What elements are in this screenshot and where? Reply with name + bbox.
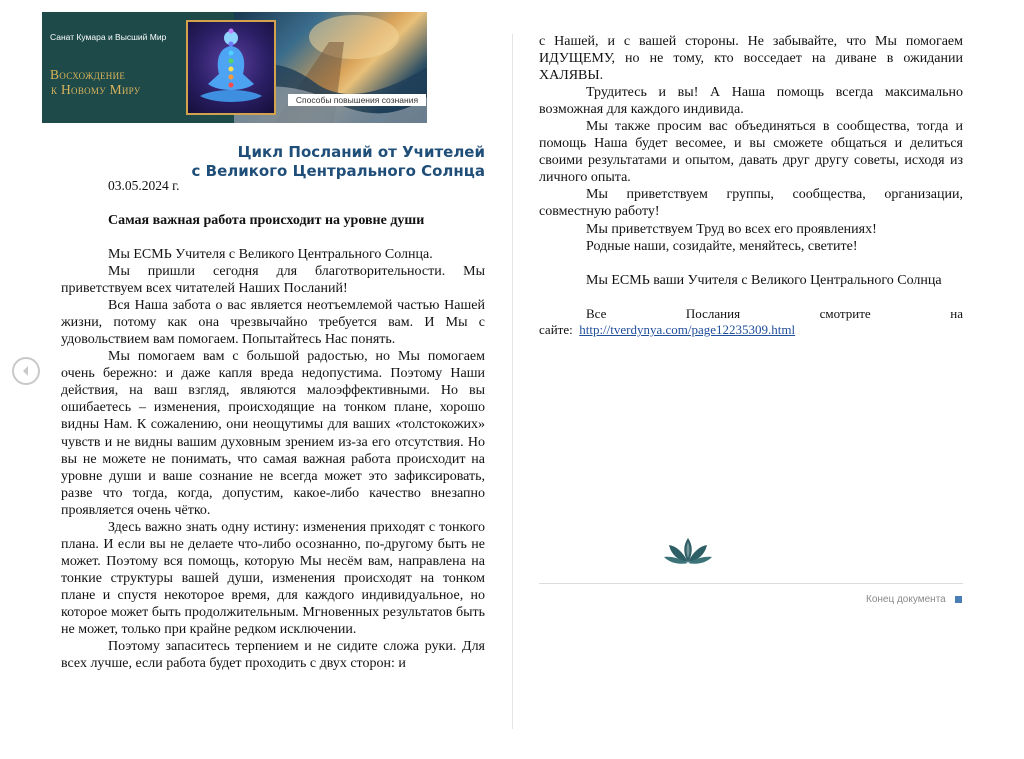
right-page-body bbox=[539, 33, 963, 339]
paragraph: с Нашей, и с вашей стороны. Не забывайте, что Мы помогаем ИДУЩЕМУ, но не тому, кто восседает на диване в ожидании ХАЛЯВЫ. bbox=[539, 34, 963, 84]
paragraph: Трудитесь и вы! А Наша помощь всегда максимально возможная для каждого индивида. bbox=[539, 85, 963, 118]
paragraph: Поэтому запаситесь терпением и не сидите сложа руки. Для всех лучше, если работа будет проходить с двух сторон: и bbox=[61, 639, 485, 672]
site-word: Все bbox=[586, 305, 607, 321]
paragraph: Здесь важно знать одну истину: изменения приходят с тонкого плана. И если вы не делаете что-либо осознанно, по-другому быть не может. Поэтому вся помощь, которую Мы несём вам, направлена на тонкие структуры вашей души, изменения происходят на тонком плане и спустя некоторое время, для каждого индивидуальное, но которое может быть продолжительным. Мгновенных результатов быть не может, только при крайне редком исключении. bbox=[61, 519, 485, 638]
end-separator bbox=[539, 583, 963, 584]
banner-title-line2: к Новому Миру bbox=[51, 82, 141, 97]
banner-title bbox=[50, 67, 140, 97]
header-banner bbox=[42, 12, 427, 123]
site-prefix: сайте: bbox=[539, 322, 573, 338]
paragraph: Мы также просим вас объединяться в сообщества, тогда и помощь Наша будет весомее, и вы сможете общаться и делиться своими результатами и опытом, давать друг другу советы, исходя из личного опыта. bbox=[539, 119, 963, 186]
lotus-icon bbox=[663, 536, 713, 566]
message-date: 03.05.2024 г. bbox=[108, 178, 180, 193]
banner-author: Санат Кумара и Высший Мир bbox=[50, 32, 167, 42]
paragraph: Мы приветствуем Труд во всех его проявлениях! bbox=[586, 221, 877, 237]
banner-subtitle: Способы повышения сознания bbox=[288, 94, 426, 106]
website-link[interactable]: http://tverdynya.com/page12235309.html bbox=[579, 322, 796, 338]
site-word: Послания bbox=[685, 305, 741, 321]
paragraph: Вся Наша забота о вас является неотъемлемой частью Нашей жизни, потому как она чрезвычайно требуется вам. И Мы с удовольствием вам помогаем. Попытайтесь Нас понять. bbox=[61, 298, 485, 348]
paragraph: Мы приветствуем группы, сообщества, организации, совместную работу! bbox=[539, 187, 963, 220]
end-of-document-label: Конец документа bbox=[866, 594, 946, 605]
site-word: на bbox=[950, 305, 963, 321]
closing-signature: Мы ЕСМЬ ваши Учителя с Великого Центрального Солнца bbox=[586, 272, 942, 288]
left-page-body bbox=[61, 246, 485, 672]
site-word: смотрите bbox=[819, 305, 871, 321]
paragraph: Мы пришли сегодня для благотворительности. Мы приветствуем всех читателей Наших Посланий! bbox=[61, 264, 485, 297]
previous-page-button[interactable] bbox=[12, 357, 40, 385]
series-heading-line2: с Великого Центрального Солнца bbox=[191, 162, 485, 180]
message-title: Самая важная работа происходит на уровне души bbox=[108, 213, 425, 228]
series-heading-line1: Цикл Посланий от Учителей bbox=[237, 143, 485, 161]
website-reference bbox=[539, 306, 963, 339]
meditation-figure-image bbox=[186, 20, 276, 115]
paragraph: Мы ЕСМЬ Учителя с Великого Центрального Солнца. bbox=[108, 247, 433, 262]
chevron-left-icon bbox=[20, 365, 32, 377]
end-marker-icon bbox=[955, 596, 962, 603]
paragraph: Родные наши, созидайте, меняйтесь, светите! bbox=[586, 238, 858, 254]
paragraph: Мы помогаем вам с большой радостью, но Мы помогаем очень бережно: и даже капля вреда недопустима. Поэтому Наши действия, на ваш взгляд, являются малоэффективными. Но вы ошибаетесь – изменения, происходящие на тонком плане, хорошо видны Нам. К сожалению, они неощутимы для ваших «толстокожих» чувств и не видны вашим духовным зрением из-за его отсутствия. Но вы не можете не понимать, что самая важная работа происходит на уровне души и ваше сознание не всегда может это зафиксировать, разве что тогда, когда, допустим, какое-либо качество внезапно проявляется очень чётко. bbox=[61, 349, 485, 518]
page-divider bbox=[512, 34, 513, 729]
banner-title-line1: Восхождение bbox=[50, 67, 126, 82]
